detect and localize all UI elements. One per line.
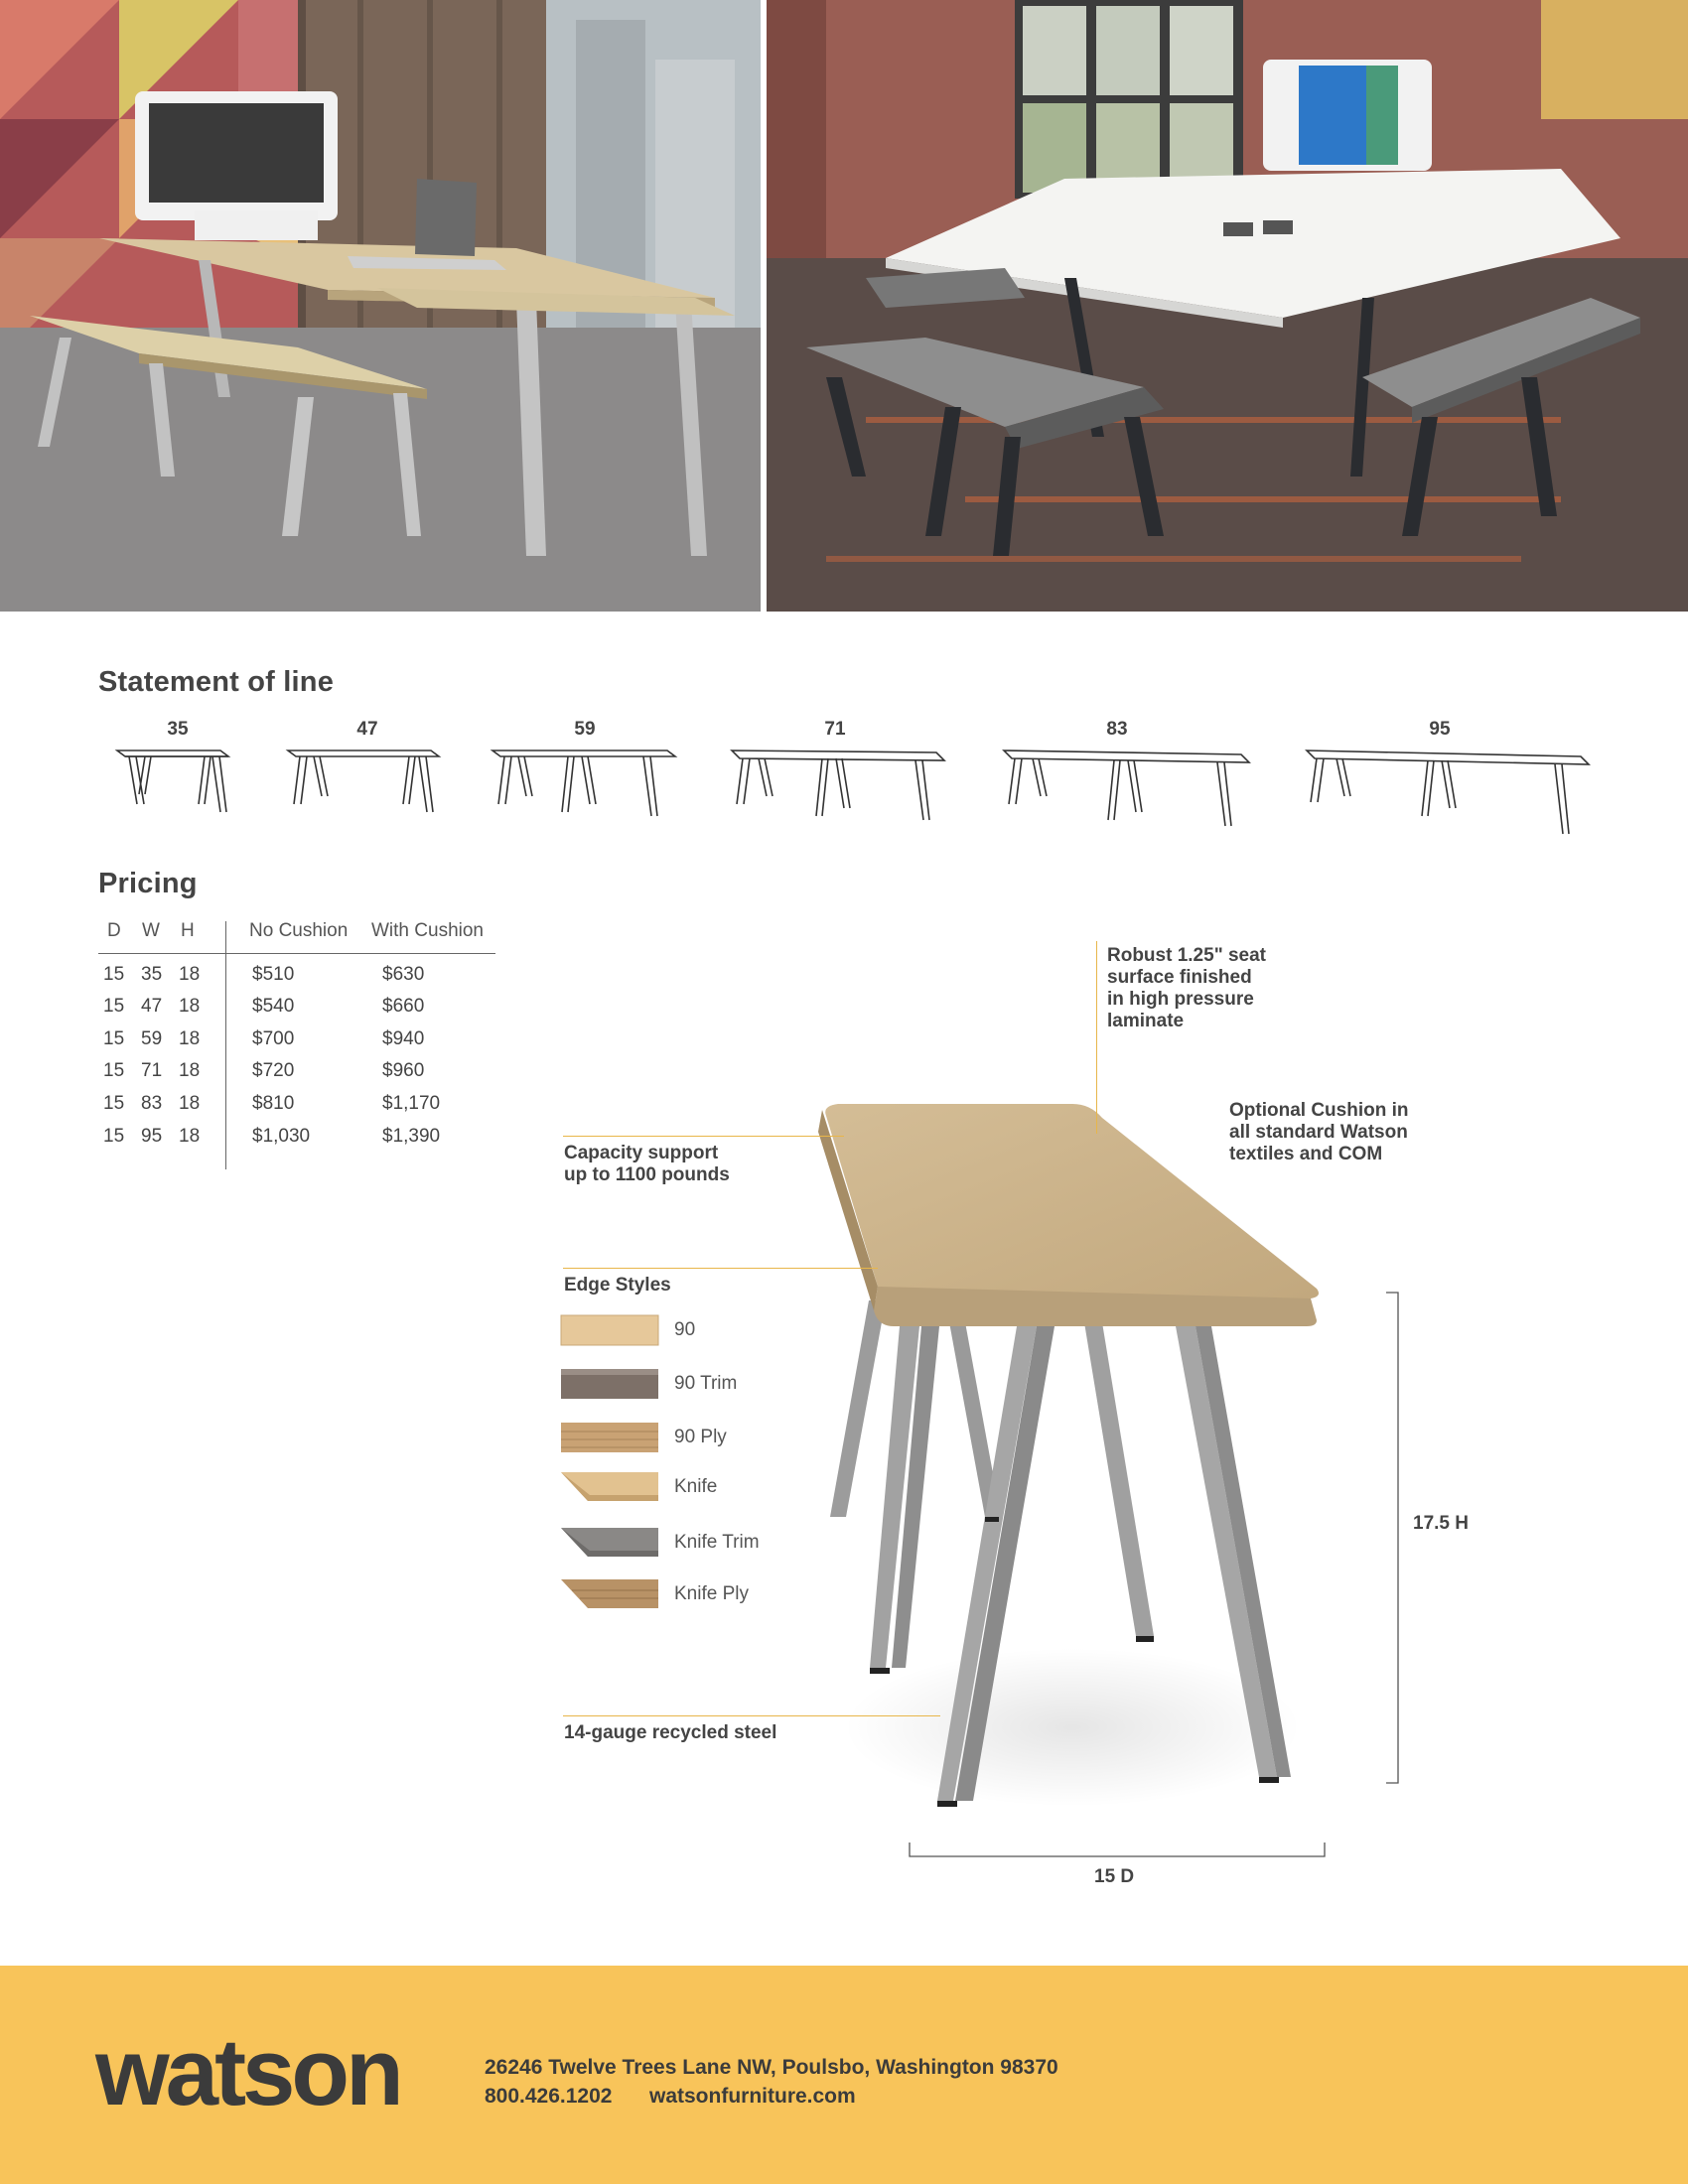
cell-d: 15	[103, 1028, 125, 1049]
statement-of-line-heading: Statement of line	[98, 666, 335, 698]
cell-w: 71	[141, 1060, 163, 1081]
depth-dimension-label: 15 D	[1094, 1866, 1135, 1887]
bench-line-drawings	[0, 743, 1688, 842]
bench-drawing-95	[1307, 751, 1589, 834]
bench-drawing-71	[732, 751, 944, 820]
cell-with-cushion-price: $660	[382, 996, 425, 1017]
edge-style-label: 90 Ply	[674, 1427, 727, 1447]
cell-w: 35	[141, 964, 163, 985]
cell-d: 15	[103, 996, 125, 1017]
footer-phone: 800.426.1202	[485, 2085, 613, 2108]
cell-h: 18	[179, 1028, 201, 1049]
cell-with-cushion-price: $960	[382, 1060, 425, 1081]
edge-swatch-knife-trim	[560, 1527, 659, 1561]
callout-line-text: textiles and COM	[1229, 1144, 1383, 1164]
cell-h: 18	[179, 1126, 201, 1147]
bench-drawing-83	[1004, 751, 1249, 826]
edge-styles-heading: Edge Styles	[564, 1275, 671, 1296]
steel-callout: 14-gauge recycled steel	[564, 1722, 777, 1743]
cell-w: 59	[141, 1028, 163, 1049]
bench-size-label: 35	[167, 719, 189, 740]
cell-h: 18	[179, 996, 201, 1017]
cell-h: 18	[179, 1093, 201, 1114]
callout-line-text: Optional Cushion in	[1229, 1100, 1409, 1121]
photo-oak-bench-table-scene	[0, 0, 761, 612]
table-column-rule	[225, 921, 226, 1169]
footer-website[interactable]: watsonfurniture.com	[649, 2085, 856, 2108]
cell-w: 95	[141, 1126, 163, 1147]
cell-d: 15	[103, 1093, 125, 1114]
callout-line-text: in high pressure	[1107, 989, 1254, 1010]
edge-style-label: Knife Ply	[674, 1583, 749, 1604]
cell-no-cushion-price: $1,030	[252, 1126, 311, 1147]
bench-size-label: 83	[1106, 719, 1128, 740]
callout-line-text: Robust 1.25" seat	[1107, 945, 1267, 966]
seat-callout-line	[1096, 941, 1097, 1134]
cell-with-cushion-price: $1,390	[382, 1126, 441, 1147]
bench-drawing-59	[492, 751, 675, 816]
col-header-no-cushion: No Cushion	[249, 920, 349, 941]
col-header-h: H	[181, 920, 195, 941]
cell-with-cushion-price: $940	[382, 1028, 425, 1049]
cell-w: 83	[141, 1093, 163, 1114]
cell-no-cushion-price: $720	[252, 1060, 295, 1081]
bench-drawing-47	[288, 751, 439, 812]
steel-callout-line	[563, 1715, 940, 1716]
watson-logo: watson	[95, 2019, 400, 2125]
bench-size-label: 59	[574, 719, 596, 740]
edge-swatch-knife	[560, 1471, 659, 1505]
cell-no-cushion-price: $700	[252, 1028, 295, 1049]
capacity-callout	[564, 1143, 730, 1186]
edge-swatch-90-trim	[560, 1368, 659, 1402]
edge-style-label: 90 Trim	[674, 1373, 738, 1394]
pricing-heading: Pricing	[98, 868, 198, 899]
cell-h: 18	[179, 964, 201, 985]
table-header-rule	[98, 953, 495, 954]
cell-no-cushion-price: $510	[252, 964, 295, 985]
capacity-callout-line	[563, 1136, 844, 1137]
height-dimension-label: 17.5 H	[1413, 1513, 1469, 1534]
callout-line-text: Capacity support	[564, 1143, 719, 1163]
col-header-with-cushion: With Cushion	[371, 920, 484, 941]
edge-style-label: Knife	[674, 1476, 718, 1497]
footer-address: 26246 Twelve Trees Lane NW, Poulsbo, Washington 98370	[485, 2056, 1058, 2079]
seat-surface-callout	[1107, 945, 1266, 1032]
edge-swatch-90-ply	[560, 1422, 659, 1455]
edge-style-label: Knife Trim	[674, 1532, 760, 1553]
callout-line-text: surface finished	[1107, 967, 1252, 988]
edge-styles-callout-line	[563, 1268, 878, 1269]
photo-white-table-cushion-benches-scene	[767, 0, 1688, 612]
optional-cushion-callout	[1229, 1100, 1408, 1165]
callout-line-text: up to 1100 pounds	[564, 1164, 730, 1185]
cell-with-cushion-price: $1,170	[382, 1093, 441, 1114]
edge-style-label: 90	[674, 1319, 696, 1340]
cell-w: 47	[141, 996, 163, 1017]
cell-no-cushion-price: $810	[252, 1093, 295, 1114]
callout-line-text: all standard Watson	[1229, 1122, 1408, 1143]
edge-swatch-knife-ply	[560, 1578, 659, 1612]
cell-with-cushion-price: $630	[382, 964, 425, 985]
bench-size-label: 71	[824, 719, 846, 740]
edge-swatch-90	[560, 1314, 659, 1348]
bench-drawing-35	[117, 751, 228, 812]
cell-d: 15	[103, 1060, 125, 1081]
bench-size-label: 95	[1429, 719, 1451, 740]
callout-line-text: laminate	[1107, 1011, 1185, 1031]
col-header-d: D	[107, 920, 121, 941]
bench-size-label: 47	[356, 719, 378, 740]
cell-d: 15	[103, 964, 125, 985]
height-dimension-line	[1386, 1293, 1398, 1783]
cell-h: 18	[179, 1060, 201, 1081]
depth-dimension-line	[910, 1843, 1325, 1856]
cell-no-cushion-price: $540	[252, 996, 295, 1017]
dimension-lines	[894, 1281, 1450, 1876]
col-header-w: W	[142, 920, 160, 941]
cell-d: 15	[103, 1126, 125, 1147]
